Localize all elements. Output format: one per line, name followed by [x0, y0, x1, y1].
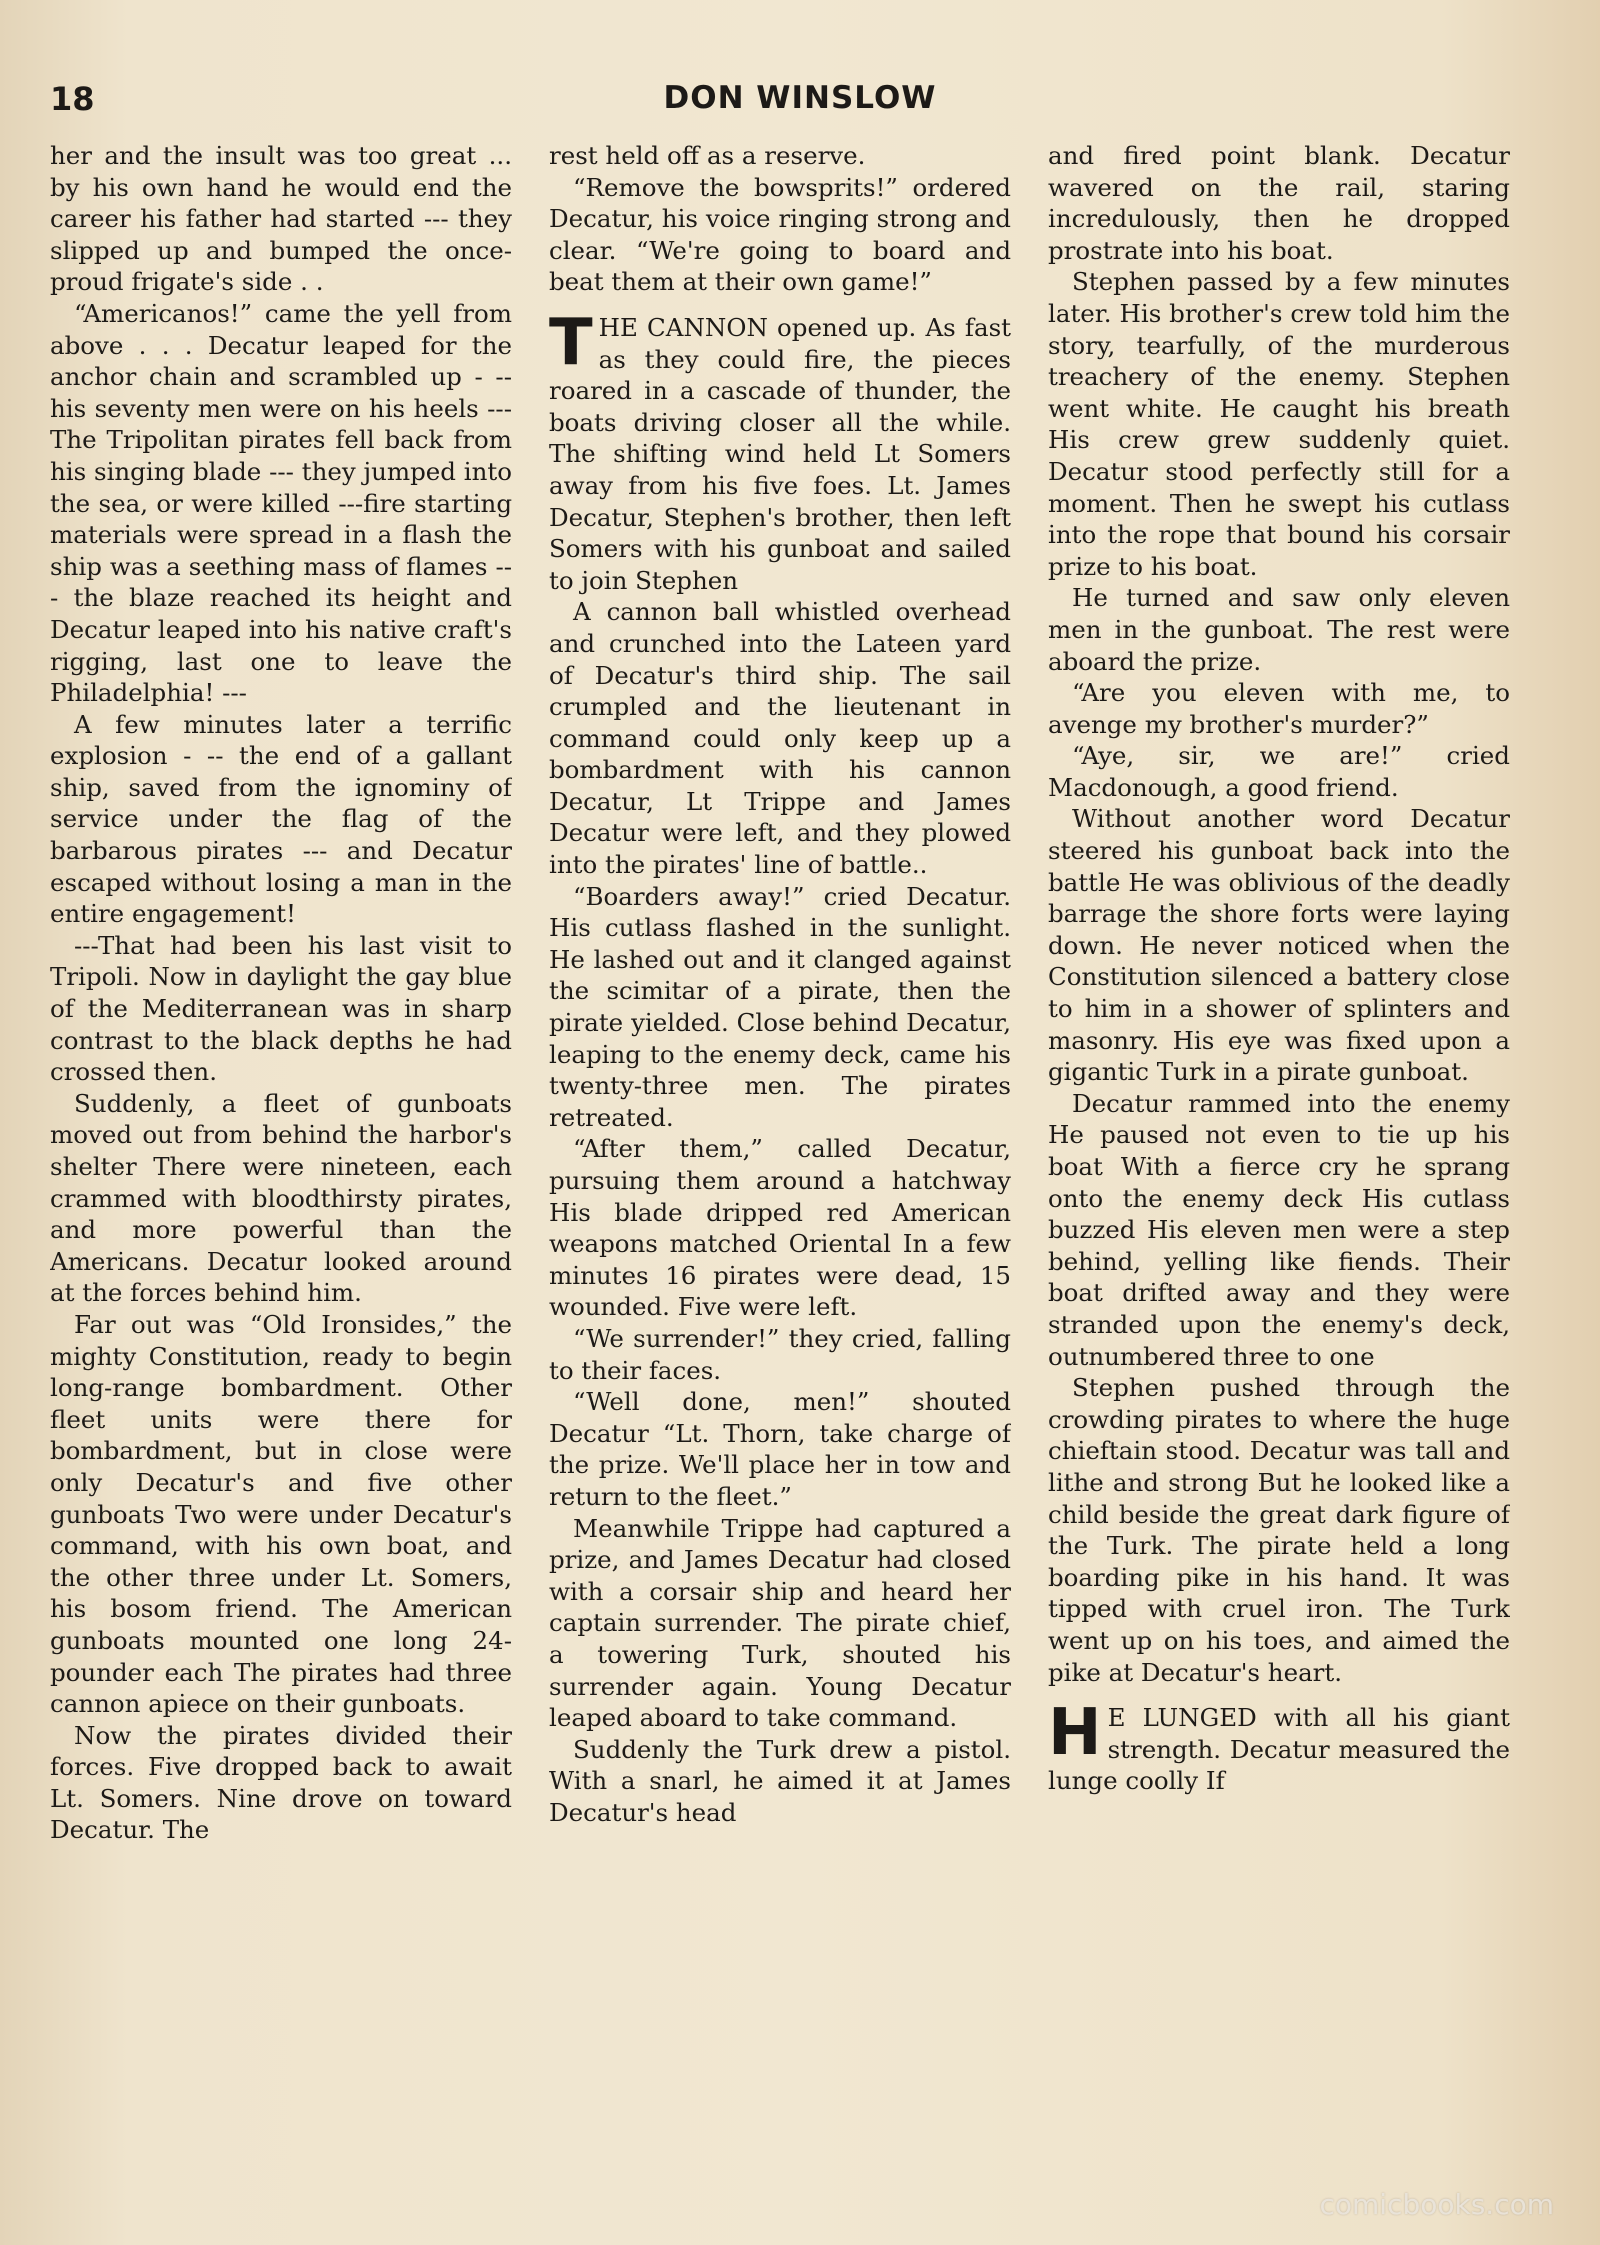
- paragraph: “We surrender!” they cried, falling to their faces.: [549, 1323, 1011, 1385]
- paragraph: Without another word Decatur steered his gunboat back into the battle He was oblivious of the deadly barrage the shore forts were laying down. He never noticed when the Constitution silenced a battery close to him in a shower of splinters and masonry. His eye was fixed upon a gigantic Turk in a pirate gunboat.: [1048, 804, 1510, 1087]
- paragraph: rest held off as a reserve.: [549, 141, 866, 170]
- paragraph: Now the pirates divided their forces. Five dropped back to await Lt. Somers. Nine drove on toward Decatur. The: [50, 1720, 512, 1845]
- page-number: 18: [50, 80, 95, 118]
- paragraph: HE LUNGED with all his giant strength. Decatur measured the lunge coolly If: [1048, 1696, 1510, 1796]
- paragraph: Decatur rammed into the enemy He paused not even to tie up his boat With a fierce cry he sprang onto the enemy deck His cutlass buzzed His eleven men were a step behind, yelling like fiends. Their boat drifted away and they were stranded upon the enemy's deck, outnumbered three to one: [1048, 1088, 1510, 1371]
- running-head: DON WINSLOW: [663, 80, 937, 116]
- column-1: [50, 140, 512, 2150]
- paragraph: Suddenly, a fleet of gunboats moved out from behind the harbor's shelter There were nineteen, each crammed with bloodthirsty pirates, and more powerful than the Americans. Decatur looked around at the forces behind him.: [50, 1088, 512, 1308]
- paragraph: and fired point blank. Decatur wavered on the rail, staring incredulously, then he dropped prostrate into his boat.: [1048, 141, 1510, 265]
- paragraph: “Aye, sir, we are!” cried Macdonough, a good friend.: [1048, 741, 1510, 802]
- paragraph: Meanwhile Trippe had captured a prize, and James Decatur had closed with a corsair ship and heard her captain surrender. The pirate chief, a towering Turk, shouted his surrender again. Young Decatur leaped aboard to take command.: [549, 1513, 1011, 1733]
- paragraph: Suddenly the Turk drew a pistol. With a snarl, he aimed it at James Decatur's head: [549, 1734, 1011, 1827]
- paragraph: “After them,” called Decatur, pursuing them around a hatchway His blade dripped red American weapons matched Oriental In a few minutes 16 pirates were dead, 15 wounded. Five were left.: [549, 1134, 1011, 1322]
- paragraph: He turned and saw only eleven men in the gunboat. The rest were aboard the prize.: [1048, 583, 1510, 676]
- paragraph: Far out was “Old Ironsides,” the mighty Constitution, ready to begin long-range bombardment. Other fleet units were there for bombardment, but in close were only Decatur's and five other gunboats Two were under Decatur's command, with his own boat, and the other three under Lt. Somers, his bosom friend. The American gunboats mounted one long 24-pounder each The pirates had three cannon apiece on their gunboats.: [50, 1309, 512, 1719]
- paragraph: A few minutes later a terrific explosion - -- the end of a gallant ship, saved from the ignominy of service under the flag of the barbarous pirates --- and Decatur escaped without losing a man in the entire engagement!: [50, 709, 512, 929]
- paragraph: Stephen pushed through the crowding pirates to where the huge chieftain stood. Decatur was tall and lithe and strong But he looked like a child beside the great dark figure of the Turk. The pirate held a long boarding pike in his hand. It was tipped with cruel iron. The Turk went up on his toes, and aimed the pike at Decatur's heart.: [1048, 1373, 1510, 1687]
- column-3: [1048, 140, 1510, 2150]
- paragraph: “Well done, men!” shouted Decatur “Lt. Thorn, take charge of the prize. We'll place her in tow and return to the fleet.”: [549, 1387, 1011, 1511]
- column-2: [549, 140, 1011, 2150]
- text-columns: [50, 140, 1510, 2150]
- paragraph: A cannon ball whistled overhead and crunched into the Lateen yard of Decatur's third ship. The sail crumpled and the lieutenant in command could only keep up a bombardment with his cannon Decatur, Lt Trippe and James Decatur were left, and they plowed into the pirates' line of battle..: [549, 597, 1011, 880]
- paragraph: THE CANNON opened up. As fast as they could fire, the pieces roared in a cascade of thunder, the boats driving closer all the while. The shifting wind held Lt Somers away from his five foes. Lt. James Decatur, Stephen's brother, then left Somers with his gunboat and sailed to join Stephen: [549, 305, 1011, 595]
- paragraph: ---That had been his last visit to Tripoli. Now in daylight the gay blue of the Mediterranean was in sharp contrast to the black depths he had crossed then.: [50, 930, 512, 1087]
- watermark: comicbooks.com: [1319, 2188, 1554, 2221]
- paragraph: Stephen passed by a few minutes later. His brother's crew told him the story, tearfully, of the murderous treachery of the enemy. Stephen went white. He caught his breath His crew grew suddenly quiet. Decatur stood perfectly still for a moment. Then he swept his cutlass into the rope that bound his corsair prize to his boat.: [1048, 267, 1510, 581]
- paragraph: “Remove the bowsprits!” ordered Decatur, his voice ringing strong and clear. “We're going to board and beat them at their own game!”: [549, 172, 1011, 297]
- paragraph: “Boarders away!” cried Decatur. His cutlass flashed in the sunlight. He lashed out and it clanged against the scimitar of a pirate, then the pirate yielded. Close behind Decatur, leaping to the enemy deck, came his twenty-three men. The pirates retreated.: [549, 881, 1011, 1132]
- paragraph: “Are you eleven with me, to avenge my brother's murder?”: [1048, 678, 1510, 739]
- paragraph: her and the insult was too great ... by his own hand he would end the career his father had started --- they slipped up and bumped the once-proud frigate's side . .: [50, 141, 512, 297]
- paragraph: “Americanos!” came the yell from above . . . Decatur leaped for the anchor chain and scrambled up - -- his seventy men were on his heels --- The Tripolitan pirates fell back from his singing blade --- they jumped into the sea, or were killed ---fire starting materials were spread in a flash the ship was a seething mass of flames --- the blaze reached its height and Decatur leaped into his native craft's rigging, last one to leave the Philadelphia! ---: [50, 298, 512, 708]
